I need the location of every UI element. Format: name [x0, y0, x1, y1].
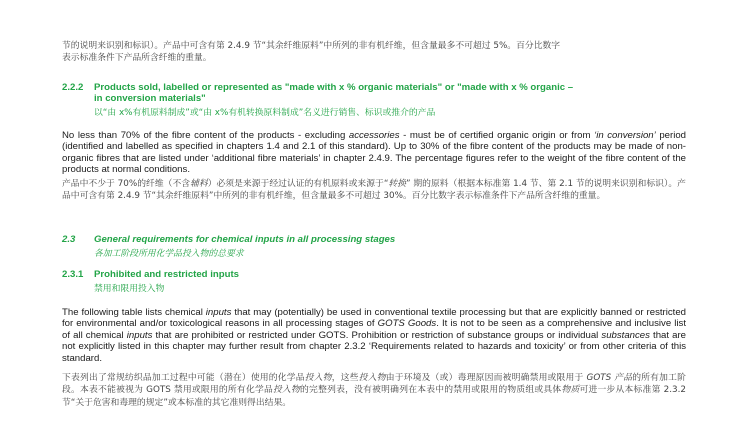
- term-gots-goods: GOTS Goods: [377, 318, 437, 330]
- text-segment: 下表列出了常规纺织品加工过程中可能（潜在）使用的化学品: [62, 373, 305, 383]
- section-number-2-3-1: 2.3.1: [62, 269, 84, 280]
- section-title-line-2: in conversion materials": [94, 93, 206, 105]
- term-substances: substances: [601, 329, 650, 341]
- text-segment: - must be of certified organic origin or from: [399, 130, 595, 141]
- section-subtitle-zh-2-2-2: 以“由 x%有机原料制成”或“由 x%有机转换原料制成”名义进行销售、标识或推介的产品: [94, 108, 436, 118]
- section-number-2-2-2: 2.2.2: [62, 82, 84, 93]
- term-zh-substances: 物质: [561, 385, 580, 396]
- text-segment: . It is not to be seen as a comprehensive and inclusive list of all chemical: [62, 318, 686, 341]
- section-title-2-3-1: Prohibited and restricted inputs: [94, 269, 239, 280]
- section-subtitle-zh-2-3-1: 禁用和限用投入物: [94, 284, 165, 294]
- intro-zh-line-1: 节的说明来识别和标识）。产品中可含有第 2.4.9 节“其余纤维原料”中所列的非有机纤维，但含量最多不可超过 5%。百分比数字: [62, 41, 561, 51]
- paragraph-2-2-2-english: [62, 130, 686, 176]
- term-zh-conversion: 转换: [388, 179, 407, 189]
- intro-chinese: [62, 40, 686, 65]
- text-segment: The following table lists chemical: [62, 307, 206, 318]
- term-zh-accessories: 辅料: [190, 179, 208, 189]
- term-inputs-2: inputs: [126, 329, 153, 341]
- text-segment: period (identified and labelled as specified in chapters 1.4 and 2.1 of this standard). Up to 30% of the fibre content of the products may be made of non-organic fibres that are listed under ‘additional fibre materials’ in chapter 2.4.9. The percentage figures refer to the weight of the fibre content of the products at normal conditions.: [62, 130, 686, 176]
- text-segment: 的完整列表，没有被明确列在本表中的禁用或限用的物质组或具体: [300, 385, 562, 396]
- term-zh-inputs-3: 投入物: [273, 385, 301, 396]
- term-accessories: accessories: [348, 130, 400, 141]
- text-segment: 产品中不少于 70%的纤维（不含: [62, 179, 191, 189]
- intro-zh-line-2: 表示标准条件下产品所含纤维的重量。: [62, 53, 212, 64]
- section-subtitle-zh-2-3: 各加工阶段所用化学品投入物的总要求: [94, 249, 244, 259]
- paragraph-2-2-2-chinese: [62, 178, 686, 203]
- text-segment: ，这些: [331, 373, 359, 383]
- paragraph-2-3-1-english: [62, 307, 686, 364]
- section-title-2-3: General requirements for chemical inputs in all processing stages: [94, 234, 396, 245]
- term-zh-inputs-2: 投入物: [358, 373, 386, 383]
- paragraph-text: [62, 178, 686, 203]
- paragraph-text: [62, 372, 686, 409]
- text-segment: 可进一步从本标准第 2.3.2 节“关于危害和毒理的规定”或本标准的其它准则得出结果。: [62, 385, 686, 408]
- text-segment: No less than 70% of the fibre content of the products - excluding: [62, 130, 349, 141]
- term-in-conversion: ‘in conversion’: [594, 130, 656, 141]
- text-segment: that are prohibited or restricted under GOTS. Prohibition or restriction of substance groups or individual: [152, 329, 602, 341]
- text-segment: that may (potentially) be used in conventional textile processing but that are explicitly banned or restricted for environmental and/or toxicological reasons in all processing stages of: [62, 307, 686, 330]
- section-number-2-3: 2.3: [62, 234, 76, 245]
- text-segment: that are not explicitly listed in this chapter may further result from chapter 2.3.2 ‘Requirements related to hazards and toxicity’ or from other criteria of this standard.: [62, 329, 687, 364]
- text-segment: 的所有加工阶段。本表不能被视为 GOTS 禁用或限用的所有化学品: [62, 373, 686, 396]
- term-zh-inputs-1: 投入物: [304, 373, 332, 383]
- text-segment: ” 期的原料（根据本标准第 1.4 节、第 2.1 节的说明来识别和标识）。产品中可含有第 2.4.9 节“其余纤维原料”中所列的非有机纤维，但含量最多不可超过 30%。百分比数字表示标准条件下产品所含纤维的重量。: [62, 179, 686, 202]
- term-zh-gots-goods: GOTS 产品: [586, 373, 633, 383]
- paragraph-text: [62, 130, 686, 176]
- term-inputs: inputs: [205, 307, 232, 318]
- text-segment: 由于环境及（或）毒理原因而被明确禁用或限用于: [385, 373, 587, 383]
- text-segment: ）必须是来源于经过认证的有机原料或来源于“: [207, 179, 389, 189]
- paragraph-text: [62, 307, 686, 364]
- paragraph-2-3-1-chinese: [62, 372, 686, 409]
- section-title-2-2-2: [94, 82, 694, 105]
- section-title-line-1: Products sold, labelled or represented as "made with x % organic materials" or "made with x % organic –: [94, 82, 574, 93]
